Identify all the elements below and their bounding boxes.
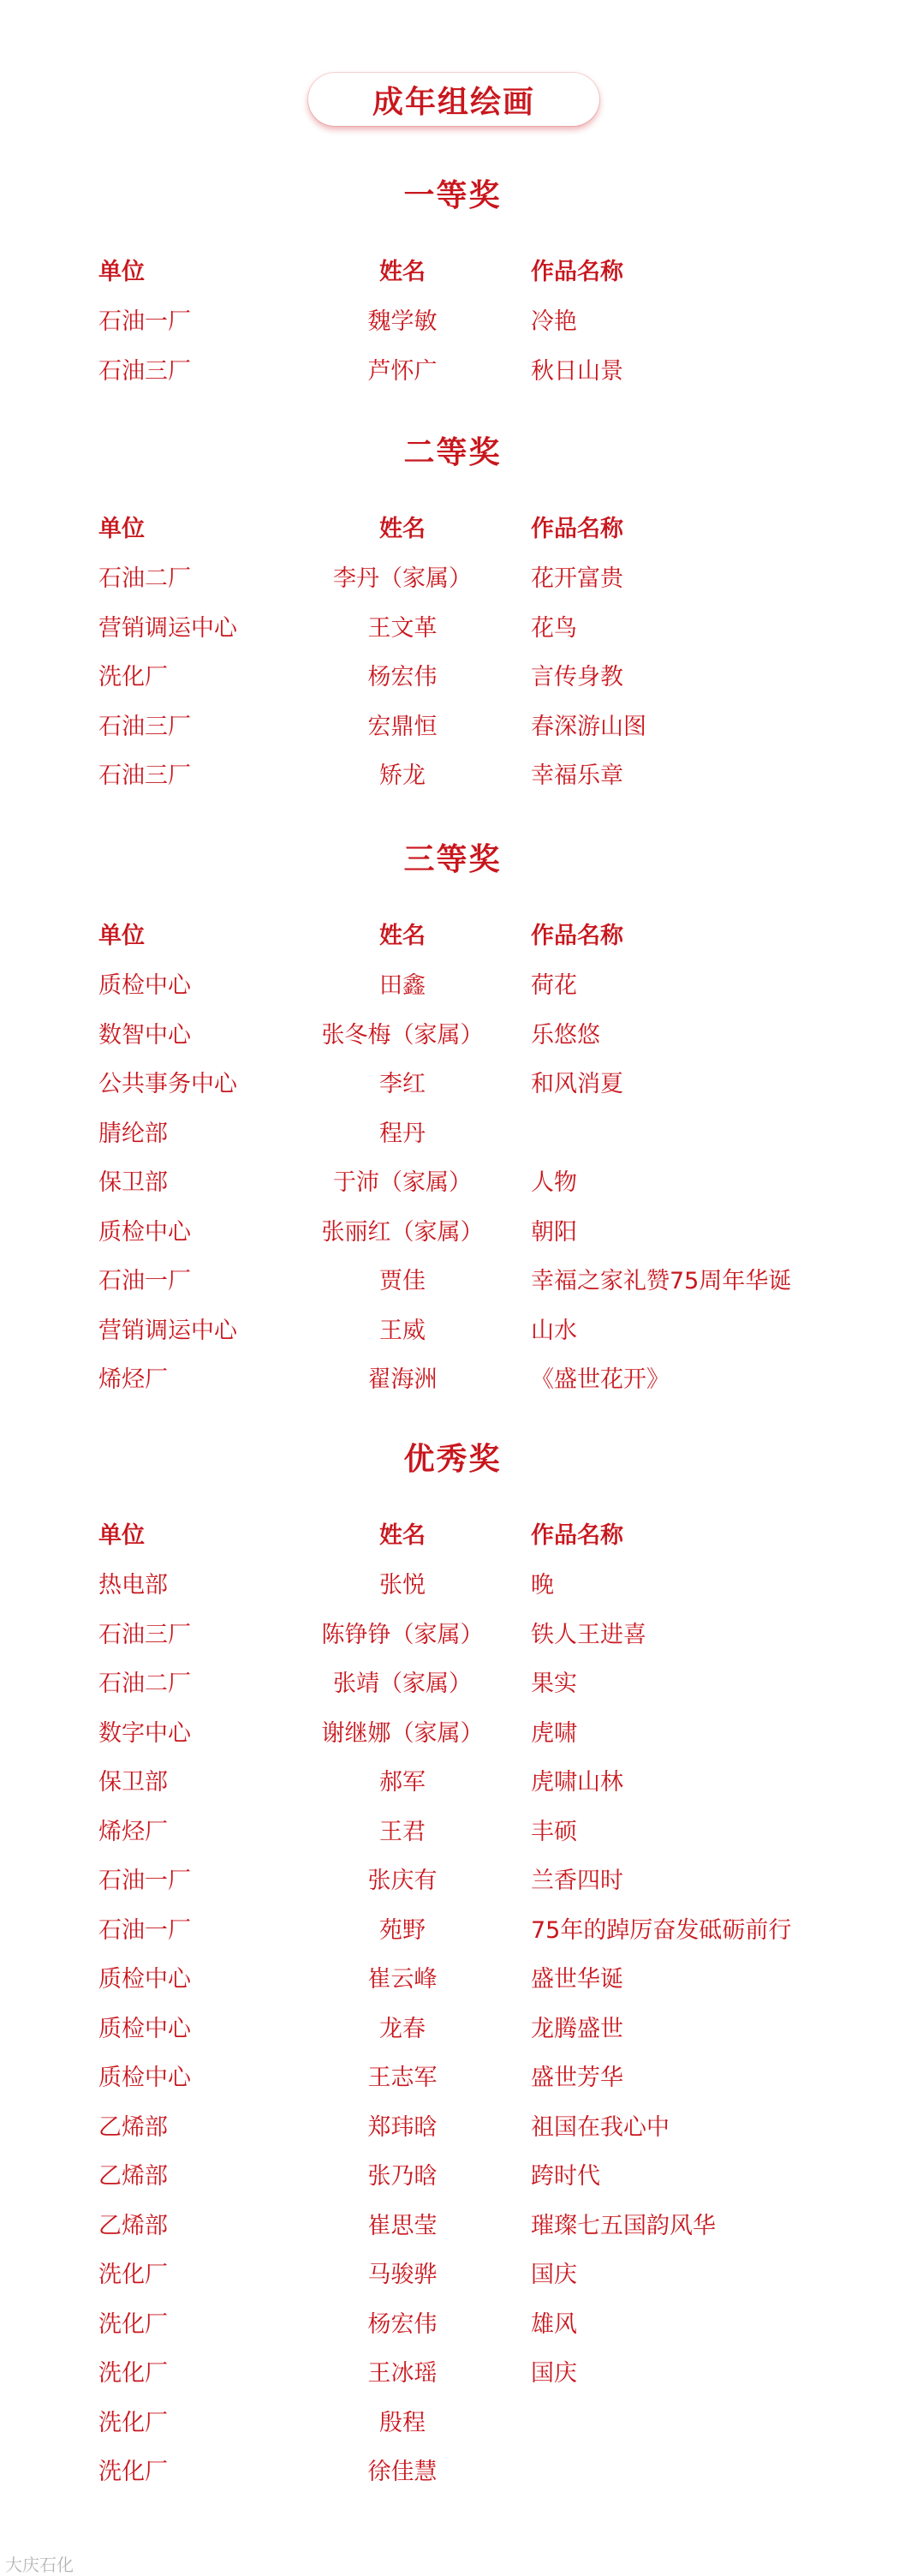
work-cell: 丰硕 (531, 1818, 577, 1845)
work-cell: 《盛世花开》 (531, 1366, 670, 1393)
header-unit: 单位 (98, 516, 145, 542)
unit-cell: 洗化厂 (98, 2310, 168, 2338)
unit-cell: 洗化厂 (98, 664, 168, 690)
prize-heading: 优秀奖 (403, 1442, 502, 1477)
header-unit: 单位 (98, 1522, 145, 1549)
name-cell: 矫龙 (379, 762, 426, 789)
name-cell: 翟海洲 (367, 1366, 438, 1393)
award-row (0, 1213, 905, 1247)
column-header-row (0, 1516, 905, 1551)
work-cell: 雄风 (531, 2310, 577, 2338)
name-cell: 崔思莹 (367, 2212, 438, 2239)
name-cell: 王冰瑶 (367, 2360, 438, 2387)
work-cell: 璀璨七五国韵风华 (531, 2212, 716, 2239)
award-row (0, 2010, 905, 2044)
unit-cell: 质检中心 (98, 1218, 191, 1246)
work-cell: 花鸟 (531, 614, 577, 642)
unit-cell: 石油三厂 (98, 357, 191, 385)
award-row (0, 1360, 905, 1395)
work-cell: 跨时代 (531, 2163, 600, 2190)
award-row (0, 1115, 905, 1149)
unit-cell: 石油一厂 (98, 308, 191, 335)
name-cell: 张悦 (379, 1572, 426, 1599)
award-row (0, 1616, 905, 1650)
work-cell: 国庆 (531, 2360, 577, 2387)
name-cell: 张冬梅（家属） (321, 1021, 484, 1049)
work-cell: 国庆 (531, 2262, 577, 2288)
work-cell: 果实 (531, 1671, 577, 1697)
name-cell: 王威 (379, 1317, 426, 1344)
unit-cell: 乙烯部 (98, 2212, 168, 2239)
unit-cell: 质检中心 (98, 2065, 191, 2091)
unit-cell: 质检中心 (98, 972, 191, 999)
unit-cell: 乙烯部 (98, 2113, 168, 2141)
award-row (0, 2256, 905, 2290)
work-cell: 虎啸 (531, 1719, 577, 1747)
header-name: 姓名 (379, 923, 426, 949)
work-cell: 花开富贵 (531, 565, 623, 592)
award-row (0, 1714, 905, 1748)
name-cell: 殷程 (379, 2409, 426, 2436)
name-cell: 苑野 (379, 1916, 426, 1944)
work-cell: 晚 (531, 1572, 554, 1599)
work-cell: 秋日山景 (531, 357, 623, 385)
work-cell: 虎啸山林 (531, 1769, 623, 1796)
unit-cell: 石油一厂 (98, 1868, 191, 1894)
name-cell: 程丹 (379, 1120, 426, 1147)
unit-cell: 石油三厂 (98, 1621, 191, 1648)
header-unit: 单位 (98, 259, 145, 285)
prize-heading: 一等奖 (403, 178, 502, 213)
name-cell: 芦怀广 (367, 357, 438, 385)
name-cell: 张乃晗 (367, 2163, 438, 2190)
header-name: 姓名 (379, 1522, 426, 1549)
column-header-row (0, 510, 905, 544)
name-cell: 李丹（家属） (333, 565, 472, 592)
work-cell: 盛世华诞 (531, 1966, 623, 1993)
unit-cell: 石油一厂 (98, 1916, 191, 1944)
unit-cell: 石油三厂 (98, 713, 191, 740)
unit-cell: 营销调运中心 (98, 614, 237, 642)
award-row (0, 609, 905, 643)
unit-cell: 烯烃厂 (98, 1366, 168, 1393)
unit-cell: 质检中心 (98, 2015, 191, 2042)
unit-cell: 数智中心 (98, 1021, 191, 1049)
award-row (0, 352, 905, 386)
name-cell: 郑玮晗 (367, 2113, 438, 2141)
award-row (0, 2059, 905, 2093)
unit-cell: 石油三厂 (98, 762, 191, 789)
award-row (0, 1065, 905, 1099)
award-row (0, 1813, 905, 1847)
header-work: 作品名称 (531, 259, 623, 285)
work-cell: 春深游山图 (531, 713, 646, 740)
unit-cell: 洗化厂 (98, 2360, 168, 2387)
work-cell: 和风消夏 (531, 1071, 623, 1097)
unit-cell: 保卫部 (98, 1769, 168, 1796)
award-row (0, 1960, 905, 1994)
award-row (0, 1016, 905, 1050)
work-cell: 言传身教 (531, 664, 623, 690)
award-row (0, 1312, 905, 1346)
work-cell: 人物 (531, 1169, 577, 1196)
name-cell: 谢继娜（家属） (321, 1719, 484, 1747)
name-cell: 郝军 (379, 1769, 426, 1796)
work-cell: 山水 (531, 1317, 577, 1344)
work-cell: 龙腾盛世 (531, 2015, 623, 2042)
page-title: 成年组绘画 (308, 73, 599, 126)
work-cell: 乐悠悠 (531, 1021, 600, 1049)
award-row (0, 966, 905, 1001)
award-row (0, 2157, 905, 2191)
award-row (0, 2404, 905, 2438)
award-row (0, 756, 905, 791)
unit-cell: 石油二厂 (98, 565, 191, 592)
unit-cell: 石油二厂 (98, 1671, 191, 1697)
unit-cell: 洗化厂 (98, 2459, 168, 2485)
award-row (0, 2207, 905, 2241)
unit-cell: 数字中心 (98, 1719, 191, 1747)
work-cell: 兰香四时 (531, 1868, 623, 1894)
name-cell: 于沛（家属） (333, 1169, 472, 1196)
column-header-row (0, 253, 905, 287)
award-row (0, 2108, 905, 2143)
name-cell: 田鑫 (379, 972, 426, 999)
unit-cell: 腈纶部 (98, 1120, 168, 1147)
unit-cell: 乙烯部 (98, 2163, 168, 2190)
award-row (0, 708, 905, 742)
work-cell: 荷花 (531, 972, 577, 999)
award-row (0, 1262, 905, 1296)
name-cell: 马骏骅 (367, 2262, 438, 2288)
work-cell: 盛世芳华 (531, 2065, 623, 2091)
name-cell: 张靖（家属） (333, 1671, 472, 1697)
award-row (0, 658, 905, 692)
name-cell: 宏鼎恒 (367, 713, 438, 740)
name-cell: 魏学敏 (367, 308, 438, 335)
prize-heading: 三等奖 (403, 842, 502, 877)
name-cell: 张庆有 (367, 1868, 438, 1894)
award-row (0, 1163, 905, 1198)
unit-cell: 洗化厂 (98, 2262, 168, 2288)
name-cell: 陈铮铮（家属） (321, 1621, 484, 1648)
award-row (0, 2305, 905, 2340)
work-cell: 朝阳 (531, 1218, 577, 1246)
name-cell: 李红 (379, 1071, 426, 1097)
name-cell: 徐佳慧 (367, 2459, 438, 2485)
work-cell: 幸福乐章 (531, 762, 623, 789)
watermark: 大庆石化 (5, 2555, 74, 2575)
award-row (0, 2453, 905, 2487)
award-row (0, 1862, 905, 1896)
name-cell: 崔云峰 (367, 1966, 438, 1993)
name-cell: 张丽红（家属） (321, 1218, 484, 1246)
name-cell: 杨宏伟 (367, 2310, 438, 2338)
header-work: 作品名称 (531, 516, 623, 542)
work-cell: 冷艳 (531, 308, 577, 335)
award-row (0, 302, 905, 337)
column-header-row (0, 917, 905, 951)
award-row (0, 1911, 905, 1945)
prize-heading: 二等奖 (403, 435, 502, 470)
unit-cell: 烯烃厂 (98, 1818, 168, 1845)
unit-cell: 保卫部 (98, 1169, 168, 1196)
award-row (0, 1566, 905, 1600)
name-cell: 王君 (379, 1818, 426, 1845)
header-work: 作品名称 (531, 923, 623, 949)
award-row (0, 559, 905, 594)
header-name: 姓名 (379, 259, 426, 285)
award-row (0, 2354, 905, 2388)
unit-cell: 营销调运中心 (98, 1317, 237, 1344)
work-cell: 铁人王进喜 (531, 1621, 646, 1648)
unit-cell: 质检中心 (98, 1966, 191, 1993)
name-cell: 杨宏伟 (367, 664, 438, 690)
award-row (0, 1665, 905, 1699)
award-row (0, 1763, 905, 1797)
header-work: 作品名称 (531, 1522, 623, 1549)
name-cell: 王文革 (367, 614, 438, 642)
work-cell: 75年的踔厉奋发砥砺前行 (531, 1916, 792, 1944)
unit-cell: 石油一厂 (98, 1268, 191, 1294)
unit-cell: 洗化厂 (98, 2409, 168, 2436)
header-name: 姓名 (379, 516, 426, 542)
work-cell: 幸福之家礼赞75周年华诞 (531, 1268, 792, 1294)
unit-cell: 热电部 (98, 1572, 168, 1599)
work-cell: 祖国在我心中 (531, 2113, 670, 2141)
unit-cell: 公共事务中心 (98, 1071, 237, 1097)
name-cell: 王志军 (367, 2065, 438, 2091)
name-cell: 龙春 (379, 2015, 426, 2042)
name-cell: 贾佳 (379, 1268, 426, 1294)
header-unit: 单位 (98, 923, 145, 949)
